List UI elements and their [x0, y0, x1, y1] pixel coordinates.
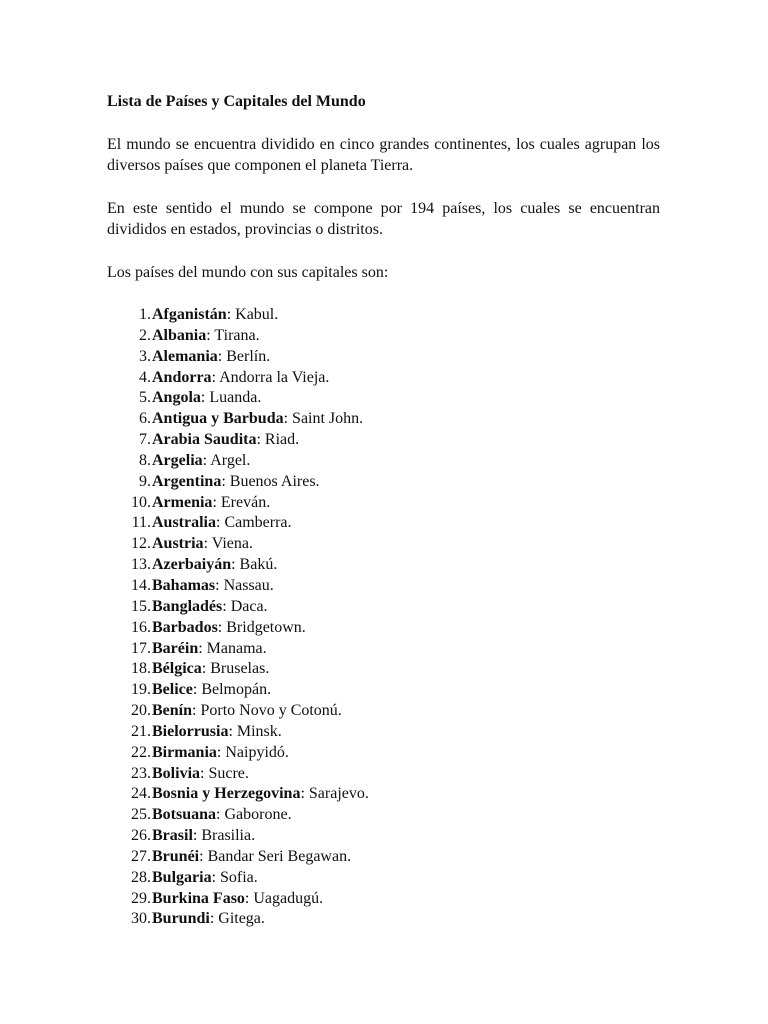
- list-item-number: 5.: [139, 389, 151, 407]
- list-item: [107, 388, 660, 409]
- list-item: [107, 513, 660, 534]
- capital-name: : Sarajevo.: [300, 785, 369, 803]
- country-name: Alemania: [152, 347, 218, 365]
- capital-name: : Gaborone.: [216, 806, 292, 824]
- list-item-number: 29.: [131, 889, 151, 907]
- list-item-number: 22.: [131, 743, 151, 761]
- capital-name: : Daca.: [222, 597, 268, 615]
- list-item-number: 19.: [131, 681, 151, 699]
- capital-name: : Bridgetown.: [217, 618, 306, 636]
- capital-name: : Tirana.: [206, 326, 260, 344]
- country-name: Botsuana: [152, 806, 217, 824]
- list-item-number: 6.: [139, 410, 151, 428]
- list-item: [107, 451, 660, 472]
- list-item: [107, 722, 660, 743]
- country-name: Bielorrusia: [152, 722, 229, 740]
- list-item: [107, 743, 660, 764]
- country-name: Antigua y Barbuda: [152, 410, 284, 428]
- capital-name: : Brasilia.: [192, 827, 256, 845]
- list-item-number: 16.: [131, 618, 151, 636]
- list-item: [107, 597, 660, 618]
- country-name: Burundi: [152, 910, 210, 928]
- capital-name: : Bakú.: [231, 556, 278, 574]
- list-item: [107, 680, 660, 701]
- capital-name: : Bandar Seri Begawan.: [199, 847, 352, 865]
- capital-name: : Porto Novo y Cotonú.: [192, 702, 342, 720]
- list-item: [107, 472, 660, 493]
- list-item: [107, 305, 660, 326]
- capital-name: : Ereván.: [212, 493, 271, 511]
- capital-name: : Buenos Aires.: [221, 472, 320, 490]
- list-item-number: 28.: [131, 868, 151, 886]
- list-item-number: 4.: [139, 368, 151, 386]
- list-intro-paragraph: Los países del mundo con sus capitales son:: [107, 264, 389, 281]
- capital-name: : Kabul.: [226, 306, 279, 323]
- intro-paragraph-1: El mundo se encuentra dividido en cinco grandes continentes, los cuales agrupan los diversos países que componen el planeta Tierra.: [107, 136, 660, 174]
- capital-name: : Sucre.: [200, 764, 249, 782]
- list-item: [107, 639, 660, 660]
- list-item: [107, 326, 660, 347]
- capital-name: : Argel.: [202, 451, 251, 469]
- list-item: [107, 701, 660, 722]
- capital-name: : Uagadugú.: [244, 889, 324, 907]
- list-item: [107, 618, 660, 639]
- capital-name: : Minsk.: [228, 722, 282, 740]
- list-item-number: 7.: [139, 431, 151, 449]
- list-item-number: 21.: [131, 722, 151, 740]
- country-name: Belice: [152, 681, 193, 699]
- list-item-number: 17.: [131, 639, 151, 657]
- list-item-number: 25.: [131, 806, 151, 824]
- country-name: Baréin: [152, 639, 199, 657]
- list-item: [107, 555, 660, 576]
- list-item-number: 10.: [131, 493, 151, 511]
- country-name: Bangladés: [152, 597, 223, 615]
- country-list: [107, 305, 660, 930]
- list-item: [107, 409, 660, 430]
- list-item-number: 23.: [131, 764, 151, 782]
- list-item-number: 18.: [131, 660, 151, 678]
- list-item: [107, 889, 660, 910]
- list-item-number: 20.: [131, 702, 151, 720]
- list-item-number: 8.: [139, 451, 151, 469]
- country-name: Afganistán: [152, 306, 227, 323]
- country-name: Australia: [152, 514, 216, 532]
- list-item-number: 13.: [131, 556, 151, 574]
- capital-name: : Viena.: [203, 535, 253, 553]
- list-item-number: 3.: [139, 347, 151, 365]
- country-name: Austria: [152, 535, 204, 553]
- list-item-number: 26.: [131, 827, 151, 845]
- capital-name: : Riad.: [256, 431, 300, 449]
- capital-name: : Manama.: [198, 639, 267, 657]
- list-item-number: 11.: [131, 514, 151, 532]
- list-item-number: 14.: [131, 576, 151, 594]
- country-name: Barbados: [152, 618, 218, 636]
- list-item: [107, 805, 660, 826]
- capital-name: : Sofia.: [211, 868, 258, 886]
- capital-name: : Bruselas.: [201, 660, 270, 678]
- list-item-number: 15.: [131, 597, 151, 615]
- intro-paragraph-2: En este sentido el mundo se compone por 194 países, los cuales se encuentran divididos en estados, provincias o distritos.: [107, 200, 660, 238]
- country-name: Brasil: [152, 827, 193, 845]
- country-name: Bosnia y Herzegovina: [152, 785, 301, 803]
- list-item: [107, 534, 660, 555]
- list-item-number: 9.: [139, 472, 151, 490]
- list-item-number: 30.: [131, 910, 151, 928]
- list-item: [107, 847, 660, 868]
- country-name: Bolivia: [152, 764, 201, 782]
- list-item: [107, 347, 660, 368]
- list-item: [107, 576, 660, 597]
- document-title: Lista de Países y Capitales del Mundo: [107, 93, 366, 110]
- list-item: [107, 784, 660, 805]
- list-item-number: 2.: [139, 326, 151, 344]
- list-item: [107, 430, 660, 451]
- country-name: Brunéi: [152, 847, 200, 865]
- capital-name: : Gitega.: [209, 910, 265, 928]
- country-name: Benín: [152, 702, 193, 720]
- country-name: Azerbaiyán: [152, 556, 232, 574]
- country-name: Bulgaria: [152, 868, 212, 886]
- country-name: Bélgica: [152, 660, 202, 678]
- capital-name: : Luanda.: [200, 389, 262, 407]
- list-item-number: 27.: [131, 847, 151, 865]
- capital-name: : Andorra la Vieja.: [211, 368, 330, 386]
- list-item-number: 12.: [131, 535, 151, 553]
- country-name: Albania: [152, 326, 207, 344]
- list-item: [107, 764, 660, 785]
- country-name: Angola: [152, 389, 201, 407]
- list-item: [107, 909, 660, 930]
- capital-name: : Saint John.: [283, 410, 364, 428]
- country-name: Armenia: [152, 493, 213, 511]
- capital-name: : Belmopán.: [192, 681, 272, 699]
- country-name: Burkina Faso: [152, 889, 245, 907]
- country-name: Bahamas: [152, 576, 216, 594]
- list-item: [107, 659, 660, 680]
- country-name: Birmania: [152, 743, 217, 761]
- country-name: Andorra: [152, 368, 212, 386]
- list-item: [107, 368, 660, 389]
- list-item: [107, 493, 660, 514]
- capital-name: : Berlín.: [217, 347, 271, 365]
- capital-name: : Camberra.: [216, 514, 292, 532]
- list-item-number: 24.: [131, 785, 151, 803]
- country-name: Argelia: [152, 451, 203, 469]
- country-name: Argentina: [152, 472, 222, 490]
- list-item: [107, 868, 660, 889]
- list-item-number: 1.: [139, 306, 151, 323]
- list-item: [107, 826, 660, 847]
- country-name: Arabia Saudita: [152, 431, 257, 449]
- capital-name: : Naipyidó.: [216, 743, 289, 761]
- capital-name: : Nassau.: [215, 576, 274, 594]
